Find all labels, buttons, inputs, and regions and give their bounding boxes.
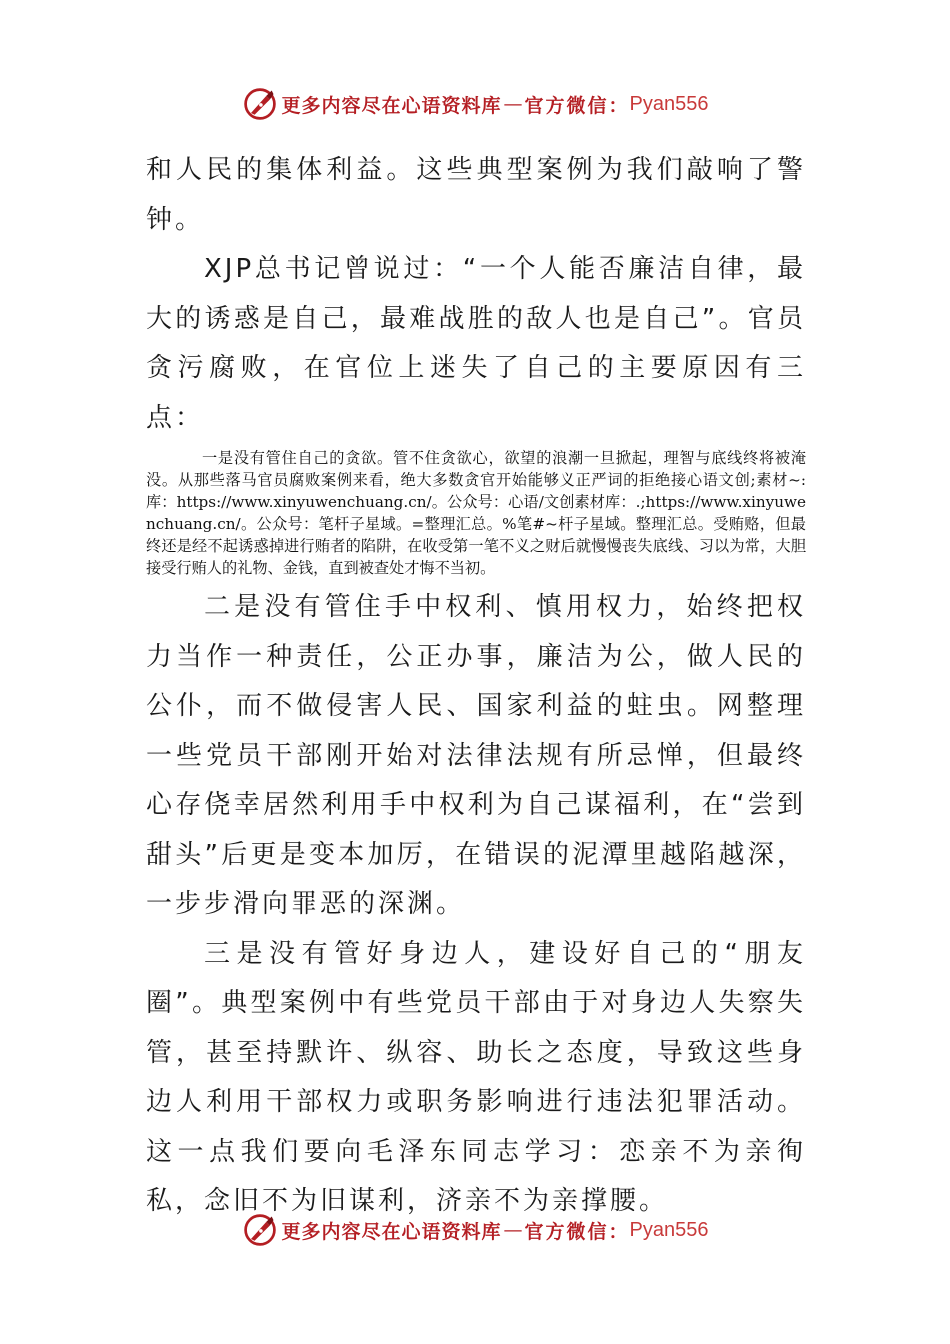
pen-nib-logo-icon (242, 1212, 278, 1248)
paragraph-continuation: 和人民的集体利益。这些典型案例为我们敲响了警钟。 (146, 155, 806, 235)
paragraph-quote: XJP总书记曾说过：“一个人能否廉洁自律，最大的诱惑是自己，最难战胜的敌人也是自己”。官员贪污腐败，在官位上迷失了自己的主要原因有三点： (146, 254, 806, 433)
banner-dash: — (503, 93, 523, 115)
pen-nib-logo-icon (242, 86, 278, 122)
banner-wechat-label: 官方微信： (524, 1220, 630, 1243)
paragraph-point-two: 二是没有管住手中权利、慎用权力，始终把权力当作一种责任，公正办事，廉洁为公，做人民的公仆，而不做侵害人民、国家利益的蛀虫。网整理一些党员干部刚开始对法律法规有所忌惮，但最终心存侥幸居然利用手中权利为自己谋福利，在“尝到甜头”后更是变本加厉，在错误的泥潭里越陷越深，一步步滑向罪恶的深渊。 (146, 592, 806, 919)
footer-banner (0, 1208, 950, 1252)
banner-wechat-id: Pyan556 (629, 1218, 709, 1241)
banner-title: 更多内容尽在心语资料库 (281, 1220, 502, 1243)
banner-wechat-id: Pyan556 (629, 92, 709, 115)
banner-title: 更多内容尽在心语资料库 (281, 94, 502, 117)
banner-dash: — (503, 1219, 523, 1241)
header-banner (0, 82, 950, 126)
document-body (146, 146, 806, 1227)
banner-wechat-label: 官方微信： (524, 94, 630, 117)
paragraph-point-three: 三是没有管好身边人，建设好自己的“朋友圈”。典型案例中有些党员干部由于对身边人失察失管，甚至持默许、纵容、助长之态度，导致这些身边人利用干部权力或职务影响进行违法犯罪活动。这一点我们要向毛泽东同志学习：恋亲不为亲徇私，念旧不为旧谋利，济亲不为亲撑腰。 (146, 938, 806, 1216)
paragraph-point-one: 一是没有管住自己的贪欲。管不住贪欲心，欲望的浪潮一旦掀起，理智与底线终将被淹没。从那些落马官员腐败案例来看，绝大多数贪官开始能够义正严词的拒绝接心语文创;素材~:库：https://www.xinyuwenchuang.cn/。公众号：心语/文创素材库：.;https://www.xinyuwenchuang.cn/。公众号：笔杆子星域。=整理汇总。%笔#~杆子星域。整理汇总。受贿赂，但最终还是经不起诱惑掉进行贿者的陷阱，在收受第一笔不义之财后就慢慢丧失底线、习以为常，大胆接受行贿人的礼物、金钱，直到被查处才悔不当初。 (146, 449, 806, 577)
